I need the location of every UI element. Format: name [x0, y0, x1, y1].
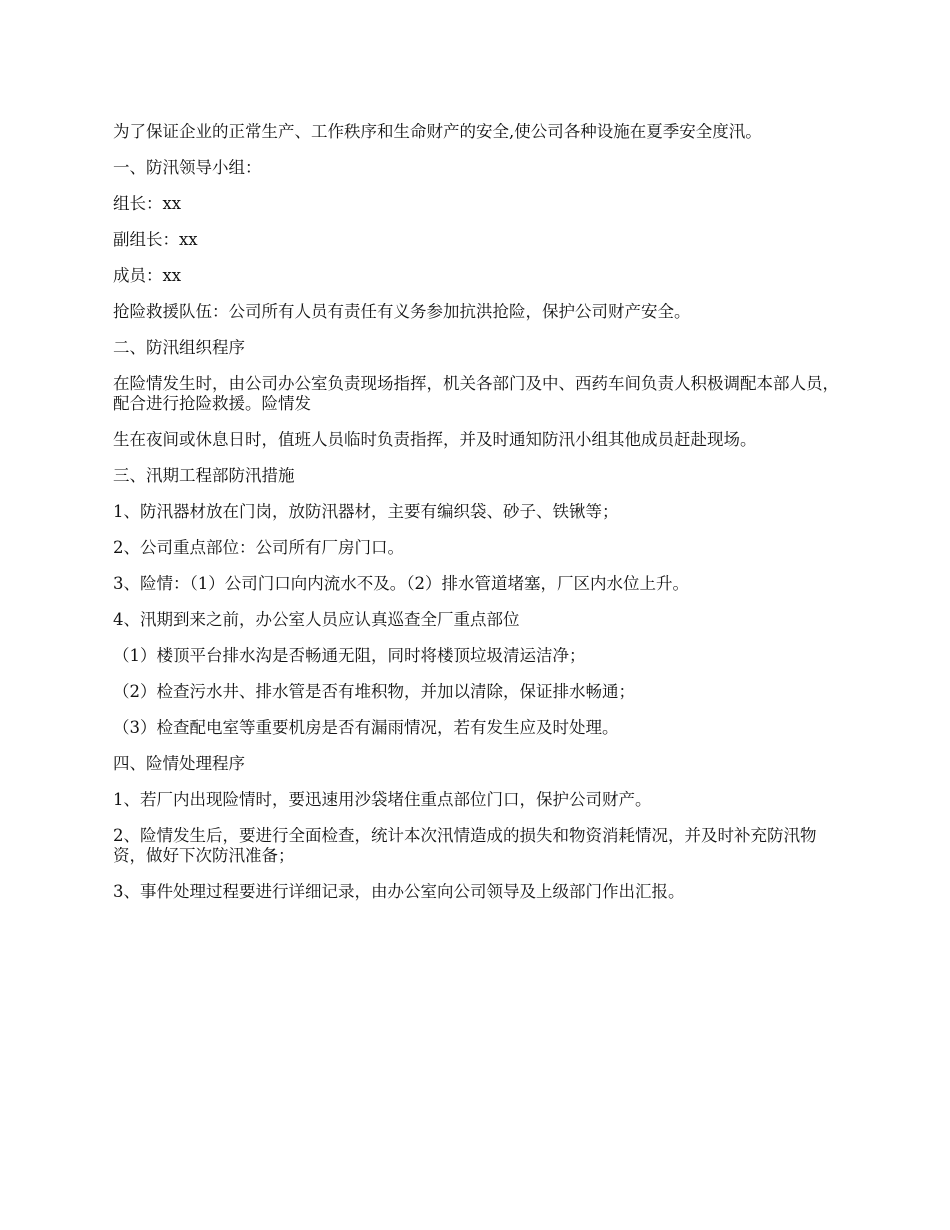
- section-heading-handling: 四、险情处理程序: [113, 754, 245, 773]
- inspection-item-1: （1）楼顶平台排水沟是否畅通无阻，同时将楼顶垃圾清运洁净；: [113, 646, 586, 665]
- handling-item-1: 1、若厂内出现险情时，要迅速用沙袋堵住重点部位门口，保护公司财产。: [113, 790, 652, 809]
- section-heading-procedure: 二、防汛组织程序: [113, 338, 245, 357]
- team-leader-line: 组长：xx: [113, 194, 182, 213]
- inspection-item-3: （3）检查配电室等重要机房是否有漏雨情况，若有发生应及时处理。: [113, 718, 619, 737]
- section-heading-leadership: 一、防汛领导小组：: [113, 158, 262, 177]
- handling-item-2: 2、险情发生后，要进行全面检查，统计本次汛情造成的损失和物资消耗情况，并及时补充防汛物资，做好下次防汛准备；: [113, 826, 817, 865]
- section-heading-measures: 三、汛期工程部防汛措施: [113, 466, 295, 485]
- measure-item-4: 4、汛期到来之前，办公室人员应认真巡查全厂重点部位: [113, 610, 520, 629]
- deputy-leader-line: 副组长：xx: [113, 230, 198, 249]
- procedure-paragraph-1: 在险情发生时，由公司办公室负责现场指挥，机关各部门及中、西药车间负责人积极调配本部人员，配合进行抢险救援。险情发: [113, 374, 839, 413]
- document-body: [113, 122, 843, 918]
- handling-item-3: 3、事件处理过程要进行详细记录，由办公室向公司领导及上级部门作出汇报。: [113, 882, 685, 901]
- measure-item-2: 2、公司重点部位：公司所有厂房门口。: [113, 538, 404, 557]
- members-line: 成员：xx: [113, 266, 182, 285]
- measure-item-3: 3、险情：（1）公司门口向内流水不及。（2）排水管道堵塞，厂区内水位上升。: [113, 574, 689, 593]
- intro-paragraph: 为了保证企业的正常生产、工作秩序和生命财产的安全,使公司各种设施在夏季安全度汛。: [113, 122, 762, 141]
- measure-item-1: 1、防汛器材放在门岗，放防汛器材，主要有编织袋、砂子、铁锹等；: [113, 502, 619, 521]
- inspection-item-2: （2）检查污水井、排水管是否有堆积物，并加以清除，保证排水畅通；: [113, 682, 635, 701]
- rescue-team-line: 抢险救援队伍：公司所有人员有责任有义务参加抗洪抢险，保护公司财产安全。: [113, 302, 691, 321]
- procedure-paragraph-2: 生在夜间或休息日时，值班人员临时负责指挥，并及时通知防汛小组其他成员赶赴现场。: [113, 430, 757, 449]
